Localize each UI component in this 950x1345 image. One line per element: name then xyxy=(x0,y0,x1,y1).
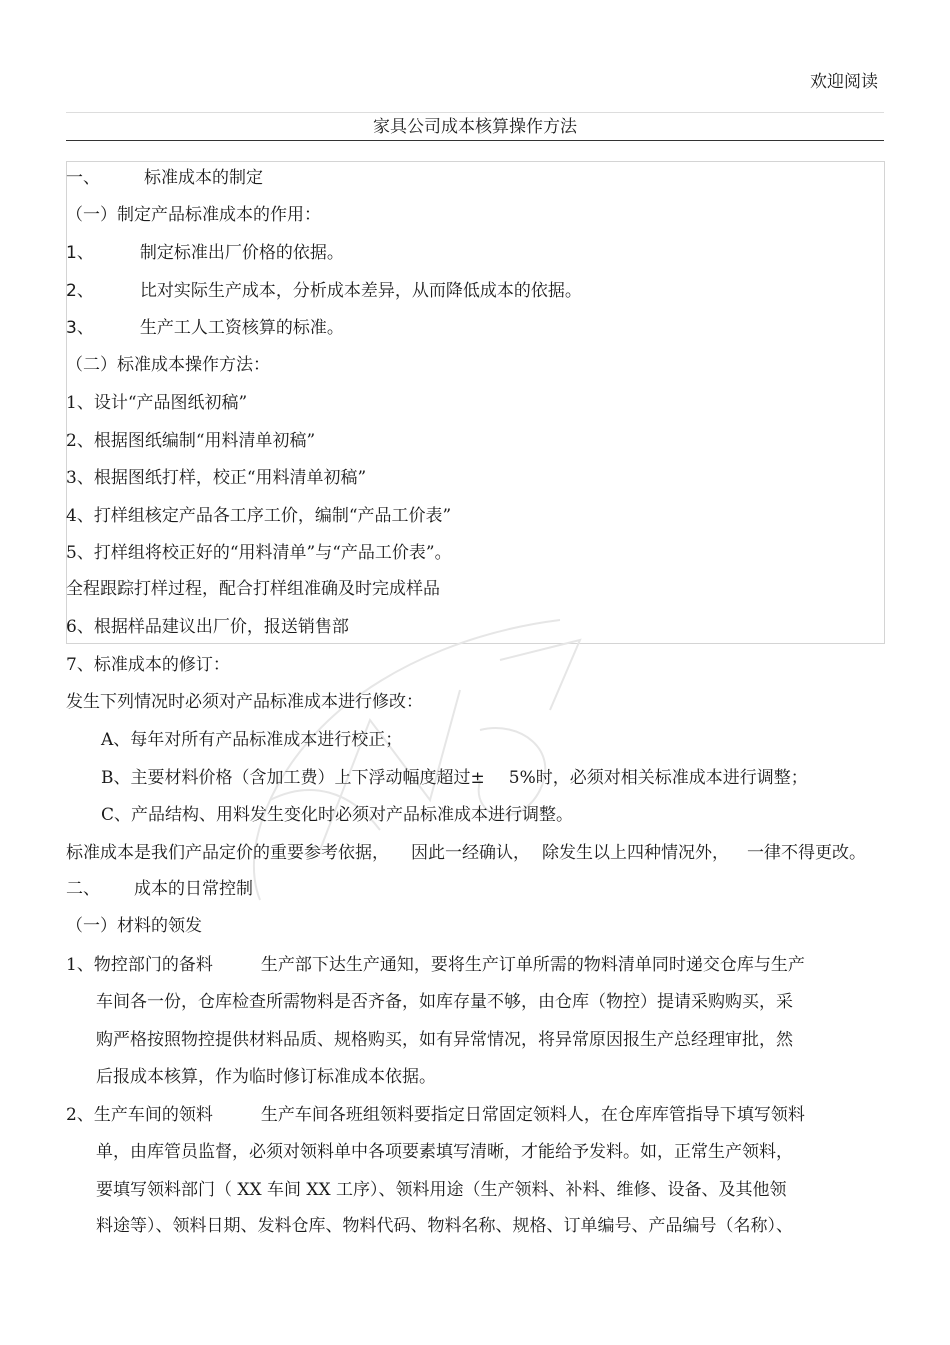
header-welcome-text: 欢迎阅读 xyxy=(810,72,878,92)
section-heading-1 xyxy=(66,167,263,189)
title-top-rule xyxy=(66,112,884,113)
item-text: 生产车间各班组领料要指定日常固定领料人，在仓库库管指导下填写领料 xyxy=(260,1105,805,1125)
item-text: 生产工人工资核算的标准。 xyxy=(139,318,344,338)
list-item: 6、根据样品建议出厂价，报送销售部 xyxy=(66,617,349,637)
list-item: 5、打样组将校正好的“用料清单”与“产品工价表”。 xyxy=(66,543,452,563)
item-label: 2、生产车间的领料 xyxy=(66,1105,213,1125)
item-text: 比对实际生产成本，分析成本差异，从而降低成本的依据。 xyxy=(139,281,582,301)
paragraph-line: 购严格按照物控提供材料品质、规格购买，如有异常情况，将异常原因报生产总经理审批，然 xyxy=(96,1030,793,1050)
list-item xyxy=(66,1104,805,1126)
subheading: （一）制定产品标准成本的作用： xyxy=(66,205,321,225)
paragraph-line: 料途等）、领料日期、发料仓库、物料代码、物料名称、规格、订单编号、产品编号（名称）、 xyxy=(96,1216,793,1236)
paragraph-line: 车间各一份，仓库检查所需物料是否齐备，如库存量不够，由仓库（物控）提请采购购买，采 xyxy=(96,992,793,1012)
subheading: （二）标准成本操作方法： xyxy=(66,355,270,375)
title-bottom-rule xyxy=(66,140,884,141)
text-segment: 标准成本是我们产品定价的重要参考依据， xyxy=(66,843,389,863)
item-number: 1、 xyxy=(66,243,94,263)
list-item xyxy=(66,280,582,302)
list-item: C、产品结构、用料发生变化时必须对产品标准成本进行调整。 xyxy=(101,805,574,825)
list-item xyxy=(66,317,344,339)
paragraph xyxy=(66,842,866,864)
item-label: 1、物控部门的备料 xyxy=(66,955,213,975)
section-title: 标准成本的制定 xyxy=(144,168,263,188)
paragraph-line: 单，由库管员监督，必须对领料单中各项要素填写清晰，才能给予发料。如，正常生产领料， xyxy=(96,1142,793,1162)
text-segment: 因此一经确认， xyxy=(411,843,530,863)
document-title: 家具公司成本核算操作方法 xyxy=(373,117,577,137)
section-number: 一、 xyxy=(66,168,100,188)
subheading: （一）材料的领发 xyxy=(66,916,202,936)
list-item: 7、标准成本的修订： xyxy=(66,655,230,675)
list-item: 4、打样组核定产品各工序工价，编制“产品工价表” xyxy=(66,506,452,526)
list-item xyxy=(66,954,805,976)
text-segment: 除发生以上四种情况外， xyxy=(542,843,729,863)
list-item: 3、根据图纸打样，校正“用料清单初稿” xyxy=(66,468,367,488)
item-text: B、主要材料价格（含加工费）上下浮动幅度超过± xyxy=(101,768,485,788)
watermark xyxy=(200,600,620,930)
section-heading-2 xyxy=(66,878,253,900)
item-text: 制定标准出厂价格的依据。 xyxy=(139,243,344,263)
item-number: 3、 xyxy=(66,318,94,338)
list-item: 1、设计“产品图纸初稿” xyxy=(66,393,248,413)
paragraph-line: 后报成本核算，作为临时修订标准成本依据。 xyxy=(96,1067,436,1087)
section-title: 成本的日常控制 xyxy=(134,879,253,899)
paragraph-line: 要填写领料部门（ XX 车间 XX 工序）、领料用途（生产领料、补料、维修、设备、及其他领 xyxy=(96,1180,787,1200)
list-item: 2、根据图纸编制“用料清单初稿” xyxy=(66,431,316,451)
list-item xyxy=(101,767,808,789)
item-text: 5%时，必须对相关标准成本进行调整； xyxy=(508,768,808,788)
list-item xyxy=(66,242,344,264)
paragraph: 全程跟踪打样过程，配合打样组准确及时完成样品 xyxy=(66,579,440,599)
paragraph: 发生下列情况时必须对产品标准成本进行修改： xyxy=(66,692,423,712)
item-number: 2、 xyxy=(66,281,94,301)
item-text: 生产部下达生产通知，要将生产订单所需的物料清单同时递交仓库与生产 xyxy=(260,955,805,975)
text-segment: 一律不得更改。 xyxy=(747,843,866,863)
list-item: A、每年对所有产品标准成本进行校正； xyxy=(101,730,403,750)
section-number: 二、 xyxy=(66,879,100,899)
